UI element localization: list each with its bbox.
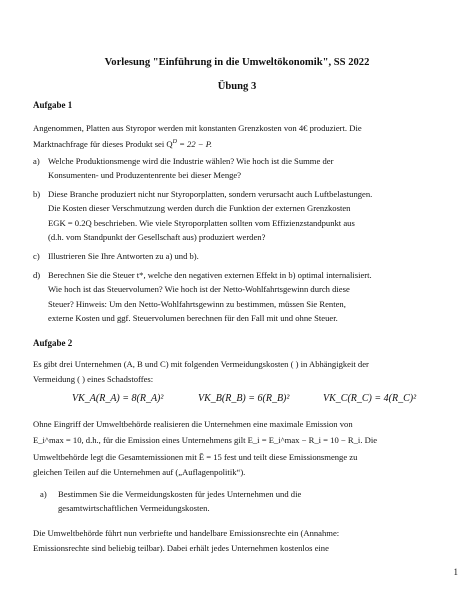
document-title: Vorlesung "Einführung in die Umweltökonomik", SS 2022 bbox=[104, 57, 370, 68]
item-line: Konsumenten- und Produzentenrente bei dieser Menge? bbox=[48, 170, 242, 180]
page-number: 1 bbox=[453, 567, 458, 577]
item-line: externe Kosten und ggf. Steuervolumen berechnen für den Fall mit und ohne Steuer. bbox=[48, 313, 338, 323]
item-label: d) bbox=[33, 270, 41, 280]
item-line: gesamtwirtschaftlichen Vermeidungskosten. bbox=[58, 503, 210, 513]
aufgabe2-para-line: E_i^max = 10, d.h., für die Emission eines Unternehmens gilt E_i = E_i^max − R_i = 10 − R_i. Die bbox=[33, 435, 378, 445]
item-label: a) bbox=[40, 489, 47, 499]
equation-vk-a: VK_A(R_A) = 8(R_A)² bbox=[72, 393, 164, 404]
item-line: Berechnen Sie die Steuer t*, welche den negativen externen Effekt in b) optimal internalisiert. bbox=[48, 270, 372, 280]
item-label: a) bbox=[33, 156, 40, 166]
exercise-title: Übung 3 bbox=[217, 81, 257, 92]
intro-line2-text: Marktnachfrage für dieses Produkt sei Q bbox=[33, 138, 173, 149]
equation-vk-b: VK_B(R_B) = 6(R_B)² bbox=[198, 393, 290, 404]
item-line: EGK = 0.2Q beschrieben. Wie viele Styroporplatten sollten vom Effizienzstandpunkt aus bbox=[48, 218, 355, 228]
aufgabe2-para-line: Umweltbehörde legt die Gesamtemissionen mit Ē = 15 fest und teilt diese Emissionsmenge zu bbox=[33, 452, 358, 462]
intro-line2-superscript: D bbox=[172, 139, 177, 145]
item-line: Die Kosten dieser Verschmutzung werden durch die Funktion der externen Grenzkosten bbox=[48, 203, 351, 213]
aufgabe1-heading: Aufgabe 1 bbox=[33, 100, 73, 110]
aufgabe1-intro-line1: Angenommen, Platten aus Styropor werden mit konstanten Grenzkosten von 4€ produziert. Die bbox=[33, 123, 362, 133]
aufgabe2-closing-line: Die Umweltbehörde führt nun verbriefte und handelbare Emissionsrechte ein (Annahme: bbox=[33, 528, 340, 538]
aufgabe2-heading: Aufgabe 2 bbox=[33, 338, 73, 348]
item-line: Bestimmen Sie die Vermeidungskosten für jedes Unternehmen und die bbox=[58, 489, 302, 499]
aufgabe2-para-line: Ohne Eingriff der Umweltbehörde realisieren die Unternehmen eine maximale Emission von bbox=[33, 419, 353, 429]
item-line: (d.h. vom Standpunkt der Gesellschaft aus) produziert werden? bbox=[48, 232, 266, 242]
aufgabe2-closing-line: Emissionsrechte sind beliebig teilbar). Dabei erhält jedes Unternehmen kostenlos eine bbox=[33, 543, 329, 553]
item-label: c) bbox=[33, 251, 40, 261]
aufgabe1-intro-line2 bbox=[33, 135, 212, 151]
intro-line2-equation: = 22 − P. bbox=[176, 138, 213, 149]
item-line: Wie hoch ist das Steuervolumen? Wie hoch ist der Netto-Wohlfahrtsgewinn durch diese bbox=[48, 284, 350, 294]
item-line: Diese Branche produziert nicht nur Styroporplatten, sondern verursacht auch Luftbelastungen. bbox=[48, 189, 373, 199]
aufgabe2-para-line: gleichen Teilen auf die Unternehmen auf („Auflagenpolitik“). bbox=[33, 467, 246, 477]
item-line: Steuer? Hinweis: Um den Netto-Wohlfahrtsgewinn zu bestimmen, müssen Sie Renten, bbox=[48, 299, 346, 309]
aufgabe2-intro-line2: Vermeidung ( ) eines Schadstoffes: bbox=[33, 374, 154, 384]
equation-vk-c: VK_C(R_C) = 4(R_C)² bbox=[323, 393, 417, 404]
item-line: Welche Produktionsmenge wird die Industrie wählen? Wie hoch ist die Summe der bbox=[48, 156, 334, 166]
item-line: Illustrieren Sie Ihre Antworten zu a) und b). bbox=[48, 251, 199, 261]
item-label: b) bbox=[33, 189, 41, 199]
aufgabe2-intro-line1: Es gibt drei Unternehmen (A, B und C) mit folgenden Vermeidungskosten ( ) in Abhängigkeit der bbox=[33, 359, 369, 369]
